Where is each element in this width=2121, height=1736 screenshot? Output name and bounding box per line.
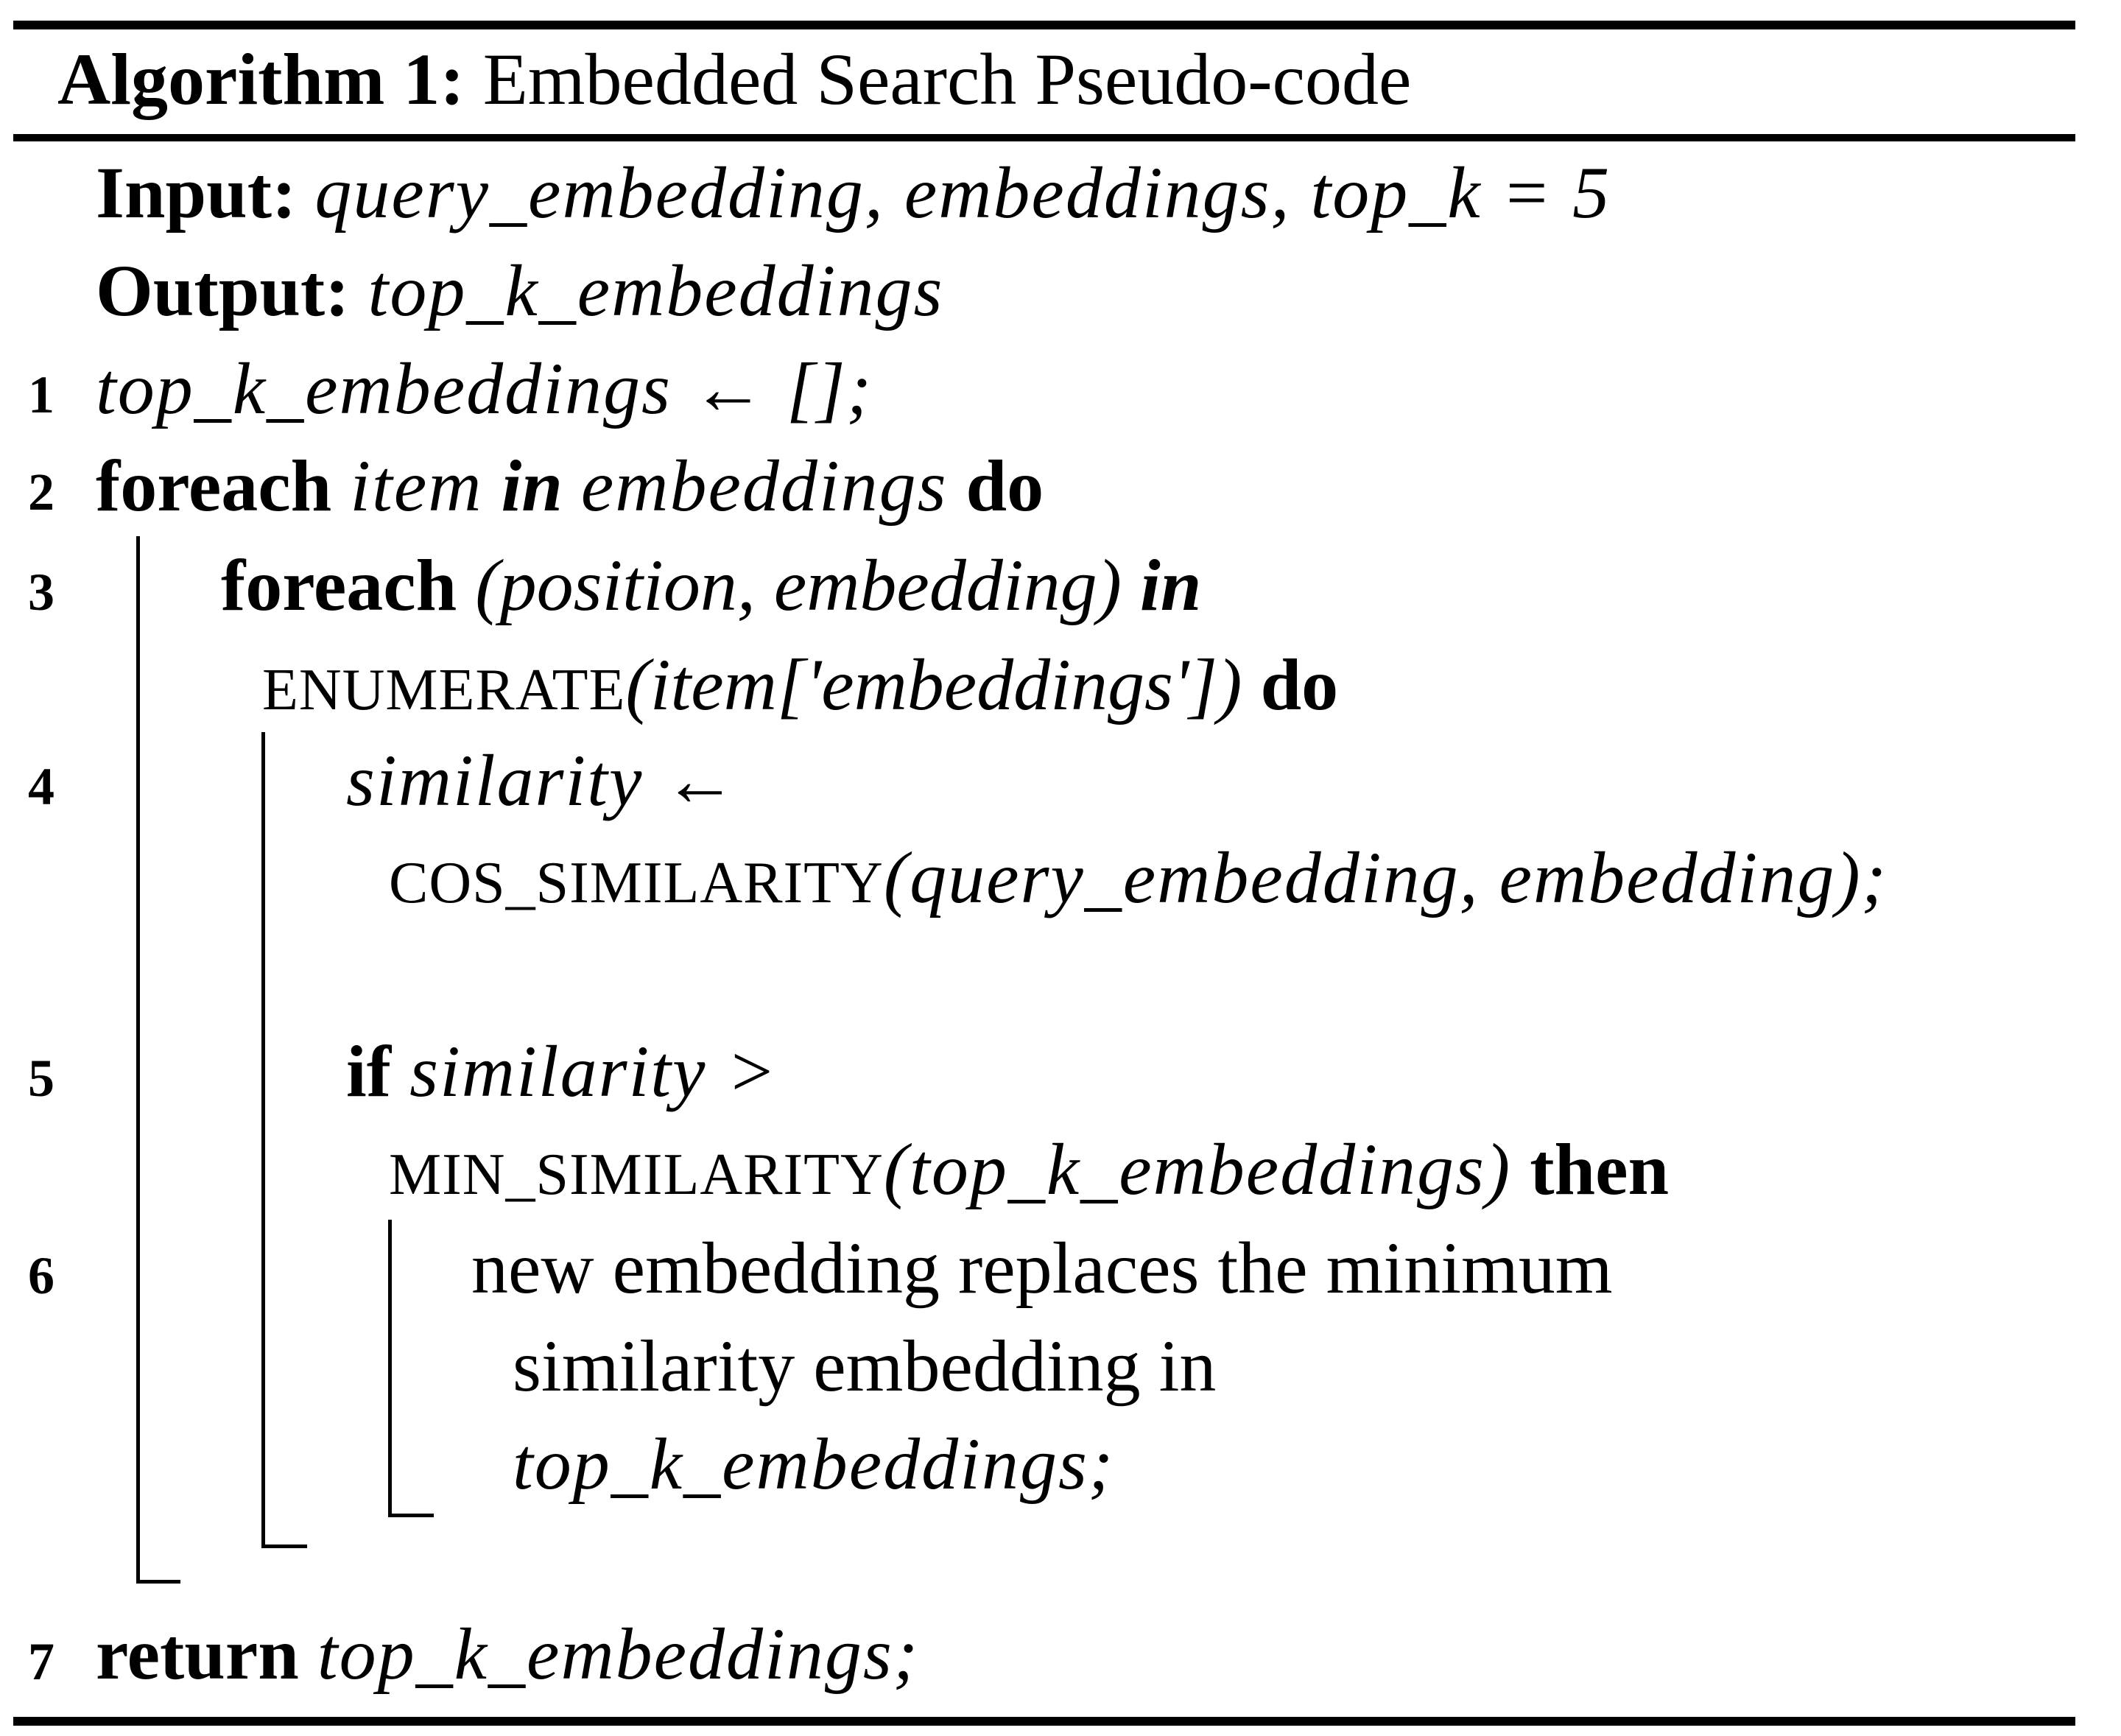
- line-4b: [389, 837, 1888, 918]
- line-number-4: 4: [28, 757, 54, 816]
- line-5a: [346, 1030, 778, 1112]
- foreach-keyword: foreach: [96, 445, 332, 527]
- line-6b: [513, 1325, 1217, 1407]
- line-number-2: 2: [28, 463, 54, 521]
- line-1: [96, 348, 873, 429]
- output-value: top_k_embeddings: [367, 250, 944, 331]
- function-name: COS_SIMILARITY: [389, 851, 884, 916]
- foreach-keyword: foreach: [221, 544, 457, 626]
- line-6-text-1: new embedding replaces the minimum: [471, 1227, 1613, 1309]
- line-5b: [389, 1128, 1670, 1210]
- line-6a: [471, 1227, 1613, 1309]
- in-keyword: in: [501, 445, 563, 527]
- loop-collection: embeddings: [580, 445, 948, 527]
- line-3b: [262, 644, 1339, 725]
- line-6c: [513, 1423, 1115, 1505]
- line-7: [96, 1613, 920, 1695]
- block-end-middle: [261, 1545, 307, 1548]
- if-condition: similarity >: [409, 1030, 778, 1112]
- input-line: [96, 152, 1611, 233]
- line-6-text-2: similarity embedding in: [513, 1325, 1217, 1407]
- loop-tuple: (position, embedding): [475, 544, 1122, 626]
- block-bar-outer: [136, 536, 140, 1584]
- algorithm-caption: [57, 38, 1412, 120]
- algorithm-title: Embedded Search Pseudo-code: [482, 38, 1412, 120]
- in-keyword: in: [1139, 544, 1202, 626]
- function-args: (query_embedding, embedding);: [883, 837, 1888, 918]
- function-name: MIN_SIMILARITY: [389, 1142, 884, 1207]
- line-3a: [221, 544, 1202, 626]
- output-line: [96, 250, 944, 331]
- bottom-rule: [13, 1717, 2075, 1726]
- return-keyword: return: [96, 1613, 299, 1695]
- line-1-text: top_k_embeddings ← [];: [96, 348, 873, 429]
- block-bar-middle: [261, 732, 265, 1548]
- if-keyword: if: [346, 1030, 392, 1112]
- line-number-5: 5: [28, 1049, 54, 1108]
- output-keyword: Output:: [96, 250, 350, 331]
- line-6-text-3: top_k_embeddings;: [513, 1423, 1115, 1505]
- return-value: top_k_embeddings;: [317, 1613, 920, 1695]
- block-bar-inner: [388, 1220, 392, 1517]
- algorithm-label: Algorithm 1:: [57, 38, 465, 120]
- similarity-assign: similarity ←: [346, 739, 739, 821]
- line-number-1: 1: [28, 365, 54, 424]
- line-4a: [346, 739, 739, 821]
- top-rule: [13, 21, 2075, 29]
- caption-rule: [13, 134, 2075, 141]
- input-keyword: Input:: [96, 152, 297, 233]
- line-2: [96, 445, 1044, 527]
- block-end-inner: [388, 1514, 434, 1517]
- block-end-outer: [136, 1580, 180, 1584]
- then-keyword: then: [1530, 1128, 1670, 1210]
- line-number-7: 7: [28, 1632, 54, 1691]
- line-number-3: 3: [28, 563, 54, 622]
- loop-variable: item: [350, 445, 483, 527]
- function-name: ENUMERATE: [262, 658, 626, 723]
- function-args: (top_k_embeddings): [883, 1128, 1512, 1210]
- do-keyword: do: [1260, 644, 1339, 725]
- do-keyword: do: [965, 445, 1044, 527]
- function-args: (item['embeddings']): [625, 644, 1242, 725]
- line-number-6: 6: [28, 1246, 54, 1305]
- input-args: query_embedding, embeddings, top_k = 5: [314, 152, 1611, 233]
